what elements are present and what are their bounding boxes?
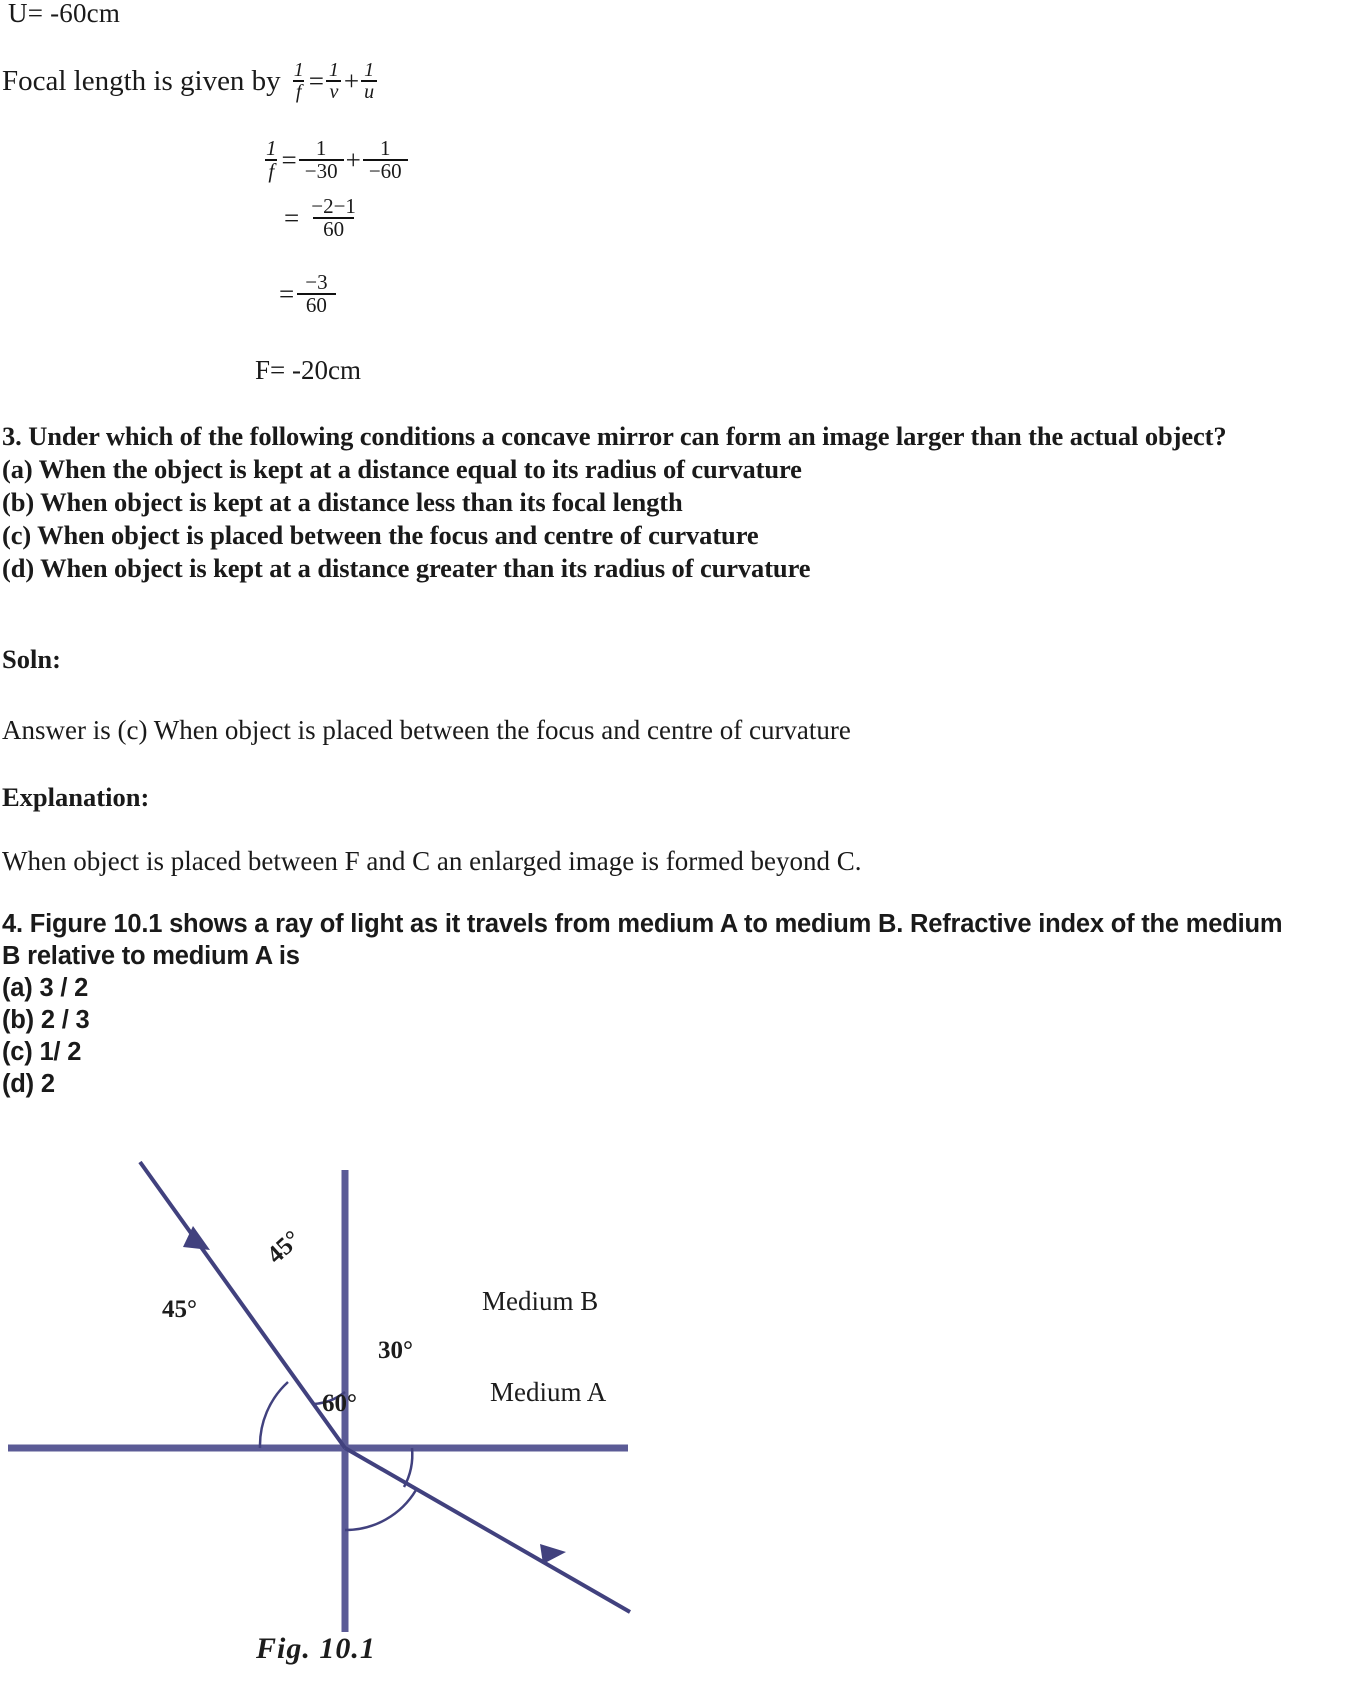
equation-combined [283, 196, 367, 241]
angle-label-30: 30° [378, 1337, 413, 1364]
medium-a-label: Medium A [490, 1377, 607, 1407]
fraction-one-over-minus-60 [363, 138, 408, 183]
fraction-one-over-f [263, 138, 280, 183]
numerator: 1 [315, 136, 327, 160]
angle-arc-60 [345, 1490, 416, 1530]
solution-label: Soln: [2, 644, 61, 674]
question-3-option-b: (b) When object is kept at a distance less than its focal length [2, 487, 683, 517]
equals-sign: = [308, 65, 324, 96]
explanation-text: When object is placed between F and C an enlarged image is formed beyond C. [2, 846, 862, 876]
numerator: 1 [364, 59, 375, 81]
question-3-option-d: (d) When object is kept at a distance greater than its radius of curvature [2, 553, 811, 583]
equation-simplified [278, 272, 338, 317]
denominator: 60 [313, 217, 354, 240]
focal-length-formula-line [2, 60, 378, 103]
fraction-one-over-u [361, 60, 377, 103]
denominator: v [326, 80, 341, 102]
refracted-ray-arrowhead [540, 1544, 566, 1564]
equation-substituted [262, 138, 409, 183]
numerator: 1 [266, 136, 277, 160]
numerator: 1 [379, 136, 391, 160]
angle-label-45-left: 45° [162, 1296, 197, 1323]
question-4-option-a: (a) 3 / 2 [2, 974, 89, 1002]
numerator: 1 [293, 59, 304, 81]
fraction-minus3-over-60 [296, 272, 336, 317]
plus-sign: + [345, 144, 361, 175]
numerator: −3 [305, 270, 328, 294]
equals-sign: = [279, 278, 295, 309]
fraction-one-over-f [291, 60, 307, 103]
denominator: f [265, 159, 277, 182]
fraction-one-over-minus-30 [299, 138, 344, 183]
angle-label-60: 60° [322, 1390, 357, 1417]
question-3-option-c: (c) When object is placed between the focus and centre of curvature [2, 520, 759, 550]
question-3-option-a: (a) When the object is kept at a distance equal to its radius of curvature [2, 454, 802, 484]
equals-sign: = [284, 202, 300, 233]
question-3-stem: 3. Under which of the following conditions a concave mirror can form an image larger than the actual object? [2, 421, 1227, 451]
numerator: −2−1 [311, 194, 356, 218]
fraction-minus2-minus1-over-60 [301, 196, 366, 241]
question-4-option-d: (d) 2 [2, 1070, 55, 1098]
refracted-ray-line [345, 1448, 630, 1612]
equals-sign: = [281, 144, 297, 175]
medium-b-label: Medium B [482, 1286, 599, 1316]
focal-length-intro-text: Focal length is given by [2, 64, 281, 97]
answer-text: Answer is (c) When object is placed between the focus and centre of curvature [2, 715, 851, 745]
given-u-value: U= -60cm [8, 0, 121, 28]
explanation-label: Explanation: [2, 782, 150, 812]
numerator: 1 [328, 59, 339, 81]
question-4-stem: 4. Figure 10.1 shows a ray of light as it travels from medium A to medium B. Refractive index of the medium B relative to medium A is [2, 910, 1283, 970]
question-4 [2, 908, 1302, 1100]
denominator: f [293, 80, 305, 102]
denominator: −60 [363, 159, 408, 182]
question-4-option-c: (c) 1/ 2 [2, 1038, 82, 1066]
question-4-option-b: (b) 2 / 3 [2, 1006, 90, 1034]
denominator: u [361, 80, 377, 102]
angle-label-45-normal: 45° [262, 1225, 307, 1270]
plus-sign: + [343, 65, 360, 96]
denominator: 60 [297, 293, 336, 316]
question-3 [2, 420, 1292, 585]
fraction-one-over-v [326, 60, 342, 103]
denominator: −30 [299, 159, 344, 182]
focal-length-result: F= -20cm [255, 355, 361, 385]
angle-arc-45-left [260, 1382, 288, 1448]
figure-caption: Fig. 10.1 [256, 1632, 376, 1665]
